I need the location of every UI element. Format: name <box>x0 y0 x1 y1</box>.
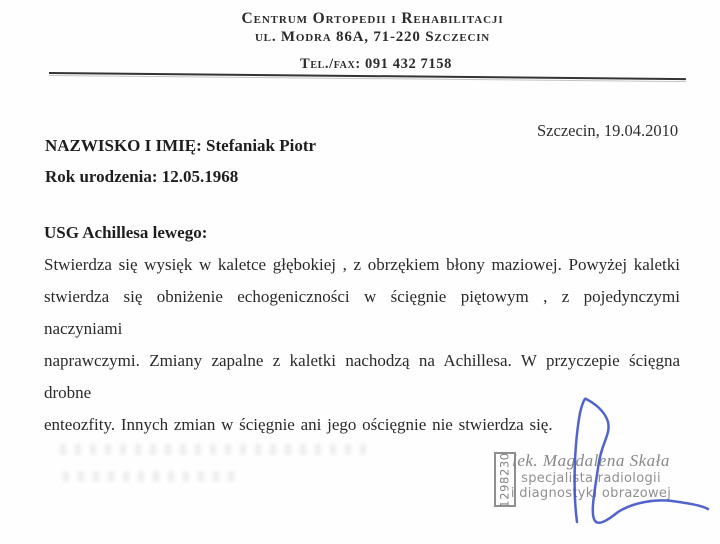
place-and-date-line: Szczecin, 19.04.2010 <box>537 121 679 140</box>
report-text-line-1: Stwierdza się wysięk w kaletce głębokiej , z obrzękiem błony maziowej. Powyżej kaletki <box>44 255 680 274</box>
report-body <box>44 249 680 441</box>
patient-name-line: NAZWISKO I IMIĘ: Stefaniak Piotr <box>45 136 317 155</box>
scan-bleedthrough-artifact <box>63 471 238 482</box>
doctor-stamp <box>505 450 677 501</box>
doctor-specialty-line-1: specjalista radiologii <box>521 471 661 486</box>
doctor-name: lek. Magdalena Skała <box>512 451 670 470</box>
letterhead-divider-line <box>49 72 686 80</box>
patient-birthdate-line: Rok urodzenia: 12.05.1968 <box>45 167 239 186</box>
letterhead <box>0 10 720 46</box>
scan-bleedthrough-artifact <box>60 444 372 455</box>
patient-info <box>45 136 316 186</box>
report-text-line-4: enteozfity. Innych zmian w ścięgnie ani jego ościęgnie nie stwierdza się. <box>44 415 553 434</box>
clinic-phone: Tel./fax: 091 432 7158 <box>300 56 452 72</box>
clinic-name: Centrum Ortopedii i Rehabilitacji <box>241 10 504 27</box>
stamp-serial-number: 1298230 <box>498 451 513 508</box>
report-text-line-3: naprawczymi. Zmiany zapalne z kaletki nachodzą na Achillesa. W przyczepie ścięgna drobne <box>44 351 680 402</box>
report-title: USG Achillesa lewego: <box>44 223 208 242</box>
doctor-specialty-line-2: i diagnostyki obrazowej <box>510 486 672 501</box>
clinic-address: ul. Modra 86A, 71-220 Szczecin <box>254 29 491 45</box>
report-text-line-2: stwierdza się obniżenie echogeniczności w ścięgnie piętowym , z pojedynczymi naczyniami <box>44 287 680 338</box>
